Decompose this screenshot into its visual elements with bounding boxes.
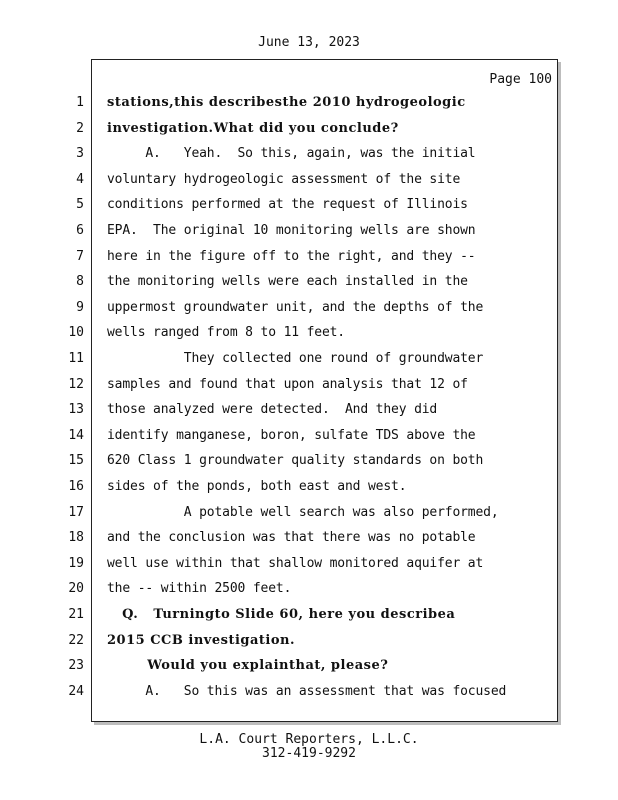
line-number: 13 (68, 402, 84, 417)
transcript-line: 620 Class 1 groundwater quality standards on both (107, 453, 484, 468)
line-number: 1 (76, 95, 84, 110)
line-number: 20 (68, 581, 84, 596)
transcript-line: A. Yeah. So this, again, was the initial (107, 146, 476, 161)
transcript-line: conditions performed at the request of Illinois (107, 197, 468, 212)
transcript-line: the monitoring wells were each installed in the (107, 274, 468, 289)
line-number: 7 (76, 249, 84, 264)
footer-phone: 312-419-9292 (262, 746, 356, 761)
line-number: 6 (76, 223, 84, 238)
transcript-line: investigation.What did you conclude? (107, 121, 399, 136)
line-number: 2 (76, 121, 84, 136)
line-number: 8 (76, 274, 84, 289)
transcript-line: A. So this was an assessment that was focused (107, 684, 507, 699)
line-number: 4 (76, 172, 84, 187)
line-number: 9 (76, 300, 84, 315)
footer-company: L.A. Court Reporters, L.L.C. (199, 732, 419, 747)
line-number: 5 (76, 197, 84, 212)
transcript-line: stations,this describesthe 2010 hydrogeologic (107, 95, 466, 110)
transcript-line: Would you explainthat, please? (107, 658, 389, 673)
line-number: 17 (68, 505, 84, 520)
transcript-date: June 13, 2023 (258, 35, 360, 50)
transcript-line: samples and found that upon analysis that 12 of (107, 377, 468, 392)
line-number: 12 (68, 377, 84, 392)
line-number: 16 (68, 479, 84, 494)
transcript-line: A potable well search was also performed, (107, 505, 499, 520)
transcript-line: those analyzed were detected. And they did (107, 402, 438, 417)
line-number: 21 (68, 607, 84, 622)
line-number: 3 (76, 146, 84, 161)
transcript-line: sides of the ponds, both east and west. (107, 479, 407, 494)
line-number: 15 (68, 453, 84, 468)
transcript-line: the -- within 2500 feet. (107, 581, 292, 596)
line-number: 22 (68, 633, 84, 648)
transcript-line: voluntary hydrogeologic assessment of the site (107, 172, 461, 187)
transcript-line: and the conclusion was that there was no potable (107, 530, 476, 545)
line-number: 11 (68, 351, 84, 366)
transcript-line: here in the figure off to the right, and they -- (107, 249, 476, 264)
transcript-line: wells ranged from 8 to 11 feet. (107, 325, 345, 340)
transcript-line: EPA. The original 10 monitoring wells are shown (107, 223, 476, 238)
transcript-line: They collected one round of groundwater (107, 351, 484, 366)
transcript-line: well use within that shallow monitored aquifer at (107, 556, 484, 571)
line-number: 10 (68, 325, 84, 340)
transcript-line: Q. Turningto Slide 60, here you describea (107, 607, 456, 622)
line-number: 14 (68, 428, 84, 443)
line-number: 23 (68, 658, 84, 673)
page-number: Page 100 (489, 72, 552, 87)
transcript-line: uppermost groundwater unit, and the depths of the (107, 300, 484, 315)
transcript-line: 2015 CCB investigation. (107, 633, 295, 648)
line-number: 18 (68, 530, 84, 545)
footer (0, 733, 618, 761)
line-number: 24 (68, 684, 84, 699)
line-number: 19 (68, 556, 84, 571)
transcript-line: identify manganese, boron, sulfate TDS above the (107, 428, 476, 443)
